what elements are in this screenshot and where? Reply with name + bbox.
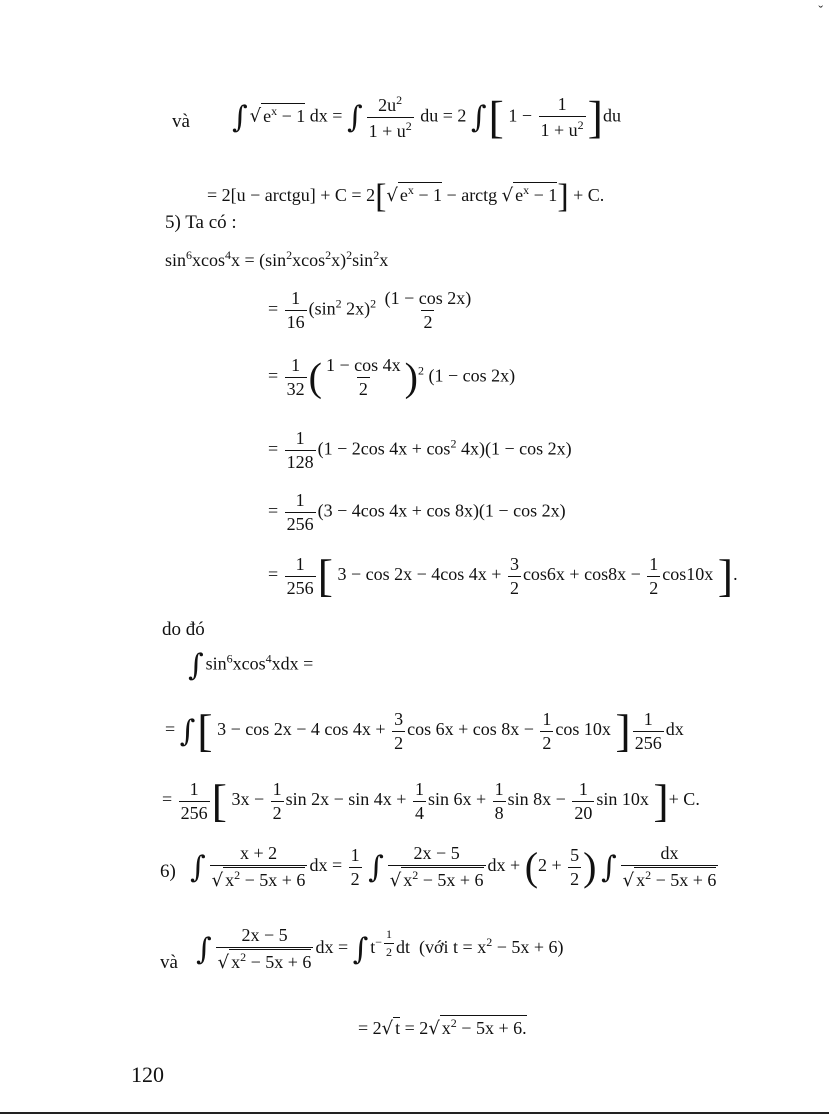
corner-mark: ˇ [818,4,823,19]
identity-line: $\sin^6xcos^4x = (\sin^2xcos^2x)^2\sin^2x$ [165,248,389,270]
bottom-rule [0,1112,829,1114]
step-3: = $\frac{1}{128}$ (1 − 2cos $4x + \cos^2 4x)(1 - \cos 2x)$ [268,428,572,472]
integral-line-1: ∫ √ $e^x - 1$ dx = ∫ $\frac{2u^2}{1 + u^2}$ du = 2 ∫[ 1 − $\frac{1}{1 + u^2}$ ]du [232,91,621,143]
step-4: = $\frac{1}{256}$ (3 − 4cos 4x + cos 8x)(1 − cos 2x) [268,490,566,534]
do-do-label: do đó [162,619,205,640]
va-label-2: và [160,952,178,973]
step-5: = $\frac{1}{256}$ [ 3 − cos 2x − 4cos 4x + $\frac{3}{2}$ cos6x + cos8x − $\frac{1}{2}$ cos10x ]. [268,550,738,601]
section-5-heading: 5) Ta có : [165,212,237,233]
result-line-3: = 2√ t = 2√ $x^2 - 5x + 6$. [358,1016,527,1039]
result-line-2: = $\frac{1}{256}$ [ 3x − $\frac{1}{2}$ sin 2x − sin 4x + $\frac{1}{4}$ sin 6x + $\frac{1}{8}$ sin 8x − $\frac{1}{20}$ sin 10x ]+ C. [162,775,700,826]
integral-line-3: = ∫[ 3 − cos 2x − 4 cos 4x + $\frac{3}{2}$ cos 6x + cos 8x − $\frac{1}{2}$ cos 10x ] $\frac{1}{256}$ dx [165,705,684,756]
integral-line-2: ∫ $\sin^6xcos^4xdx$ = [188,648,314,683]
integral-line-4: ∫ $\frac{x + 2}{√ x^2 - 5x + 6}$ dx = $\frac{1}{2}$ ∫ $\frac{2x - 5}{√ x^2 - 5x + 6}$ dx + (2 + $\frac{5}{2}$ ) ∫ $\frac{dx}{√ x^2 - 5x + 6}$ [190,843,717,891]
va-label-1: và [172,111,190,132]
section-6-heading: 6) [160,861,176,882]
page-number: 120 [131,1062,164,1087]
step-1: = $\frac{1}{16}$ ($\sin^2$ 2x)$^2$ $\frac{(1 - \cos 2x)}{2}$ [268,288,472,332]
result-line-1: = 2[u − arctgu] + C = 2[√ $e^x - 1$ − arctg √ $e^x - 1] + C$. [207,178,605,215]
integral-line-5: ∫ $\frac{2x - 5}{√ x^2 - 5x + 6}$ dx = ∫ $t^{- \frac{1}{2}}$ dt (với $t = x^2 - 5x + 6$) [196,925,564,973]
step-2: = $\frac{1}{32}$ ( $\frac{1 - \cos 4x}{2}$ )$^2$ (1 − cos 2x) [268,354,516,400]
